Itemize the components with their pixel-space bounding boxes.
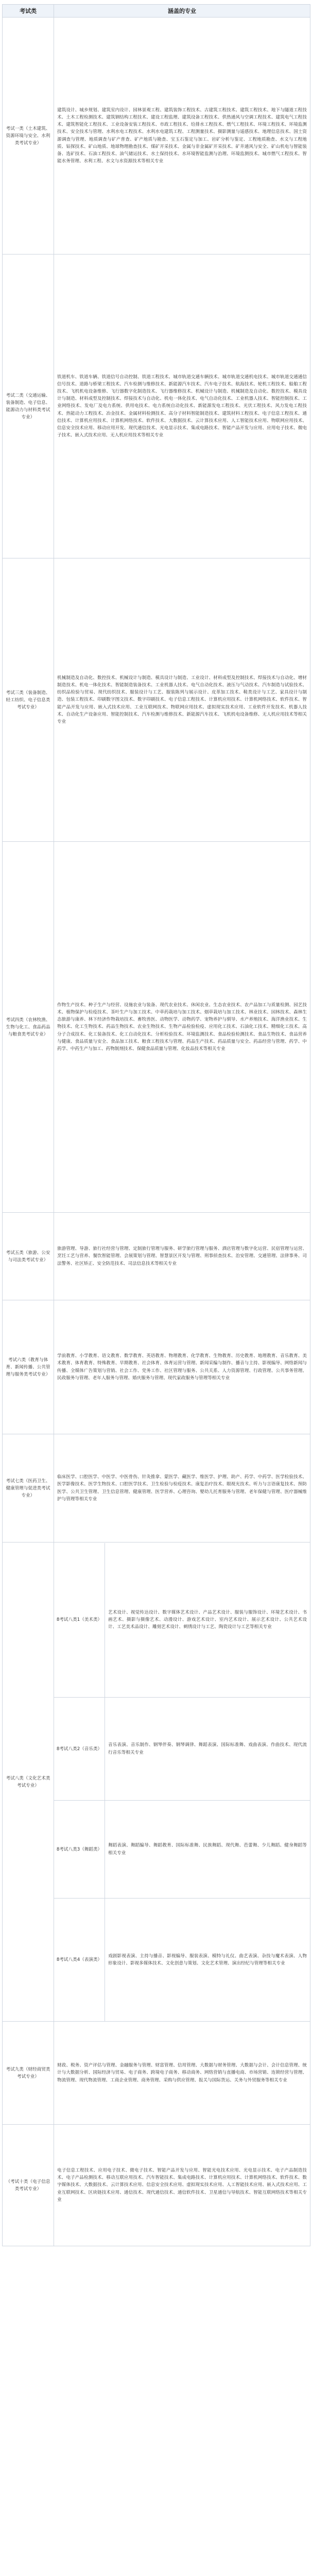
header-majors: 涵盖的专业 xyxy=(54,5,310,18)
sub-category-majors: 戏剧影视表演、主持与播音、影视编导、服装表演、模特与礼仪、曲艺表演、杂技与魔术表演、人物形象设计、影视多媒体技术、文化创意与策划、文化艺术管理、演出经纪与管理等相关专业 xyxy=(108,1953,307,1966)
table-row xyxy=(3,842,310,1213)
sub-category-name: 8考试八类1（美术类） xyxy=(54,1543,105,1698)
category-cell: 考试八类（文化艺术类考试专业） xyxy=(3,1543,54,2022)
majors-cell: 机械制造及自动化、数控技术、机械设计与制造、模具设计与制造、工业设计、材料成型及控制技术、焊接技术与自动化、增材制造技术、机电一体化技术、智能制造装备技术、工业机器人技术、电气自动化技术、液压与气动技术、汽车制造与试验技术、纺织品检验与贸易、现代纺织技术、服装设计与工艺、服装陈列与展示设计、皮革加工技术、鞋类设计与工艺、家具设计与制造、包装工程技术、印刷数字图文技术、数字印刷技术、电子信息工程技术、计算机应用技术、计算机网络技术、软件技术、智能产品开发与应用、嵌入式技术应用、工业互联网技术、物联网应用技术、虚拟现实技术应用、工业软件开发技术、机器人技术、自动化生产设备应用、智能控制技术、汽车检测与维修技术、新能源汽车技术、飞机机电设备维修、无人机应用技术等相关专业 xyxy=(54,558,310,842)
sub-category-name: 8考试八类2（音乐类） xyxy=(54,1698,105,1801)
table-row xyxy=(3,1543,310,2022)
majors-table-container xyxy=(2,4,310,2246)
sub-category-majors: 艺术设计、视觉传达设计、数字媒体艺术设计、产品艺术设计、服装与服饰设计、环境艺术设计、书画艺术、摄影与摄像艺术、动漫设计、游戏艺术设计、室内艺术设计、展示艺术设计、公共艺术设计、工艺美术品设计、雕刻艺术设计、刺绣设计与工艺、陶瓷设计与工艺等相关专业 xyxy=(105,1543,310,1698)
sub-category-majors: 音乐表演、音乐制作、钢琴伴奏、钢琴调律、舞蹈表演、国际标准舞、戏曲表演、作曲技术、现代流行音乐等相关专业 xyxy=(105,1698,310,1801)
majors-cell: 电子信息工程技术、应用电子技术、微电子技术、智能产品开发与应用、智能光电技术应用、光电显示技术、电子产品制造技术、电子产品检测技术、移动互联应用技术、汽车智能技术、集成电路技术、计算机应用技术、计算机网络技术、软件技术、数字媒体技术、大数据技术、云计算技术应用、信息安全技术应用、虚拟现实技术应用、人工智能技术应用、嵌入式技术应用、工业互联网技术、区块链技术应用、通信技术、现代通信技术、通信软件技术、卫星通信与导航技术、智能互联网络技术等相关专业 xyxy=(54,2125,310,2246)
majors-table xyxy=(2,4,310,2246)
table-row xyxy=(3,1300,310,1434)
category-cell: 考试二类（交通运输、装备制造、电子信息、能源动力与材料类考试专业） xyxy=(3,255,54,558)
table-row xyxy=(3,558,310,842)
sub-category-majors: 舞蹈表演、舞蹈编导、舞蹈教育、国际标准舞、民族舞蹈、现代舞、芭蕾舞、少儿舞蹈、健身舞蹈等相关专业 xyxy=(105,1801,310,1899)
sub-row xyxy=(54,1698,310,1801)
category-cell: 考试六类（教育与体育、新闻传播、公共管理与服务类考试专业） xyxy=(3,1300,54,1434)
sub-category-name: 8考试八类3（舞蹈类） xyxy=(54,1801,105,1899)
table-header-row xyxy=(3,5,310,18)
majors-cell: 财政、税务、资产评估与管理、金融服务与管理、财富管理、信用管理、大数据与财务管理、大数据与会计、会计信息管理、统计与大数据分析、国际经济与贸易、电子商务、跨境电子商务、移动商务、网络营销与直播电商、市场营销、连锁经营与管理、物流管理、现代物流管理、工商企业管理、商务管理、采购与供应管理、报关与国际货运、关务与外贸服务等相关专业 xyxy=(54,2022,310,2125)
table-row xyxy=(3,18,310,255)
table-row xyxy=(3,2125,310,2246)
category-cell: 考试一类（土木建筑、资源环境与安全、水利类考试专业） xyxy=(3,18,54,255)
sub-category-table xyxy=(54,1543,310,2021)
category-cell: 考试四类（农林牧渔、生物与化工、食品药品与粮食类考试专业） xyxy=(3,842,54,1213)
majors-cell xyxy=(54,1543,310,2022)
header-category: 考试类 xyxy=(3,5,54,18)
sub-row xyxy=(54,1801,310,1899)
table-row xyxy=(3,1434,310,1543)
sub-row xyxy=(54,1899,310,2021)
table-row xyxy=(3,1213,310,1300)
majors-cell: 铁道机车、铁道车辆、铁道信号自动控制、铁道工程技术、城市轨道交通车辆技术、城市轨道交通机电技术、城市轨道交通通信信号技术、道路与桥梁工程技术、汽车检测与维修技术、新能源汽车技术、汽车电子技术、航海技术、轮机工程技术、船舶工程技术、飞机机电设备维修、飞行器数字化制造技术、飞行器维修技术、机械设计与制造、机械制造及自动化、数控技术、模具设计与制造、材料成型及控制技术、焊接技术与自动化、机电一体化技术、电气自动化技术、工业机器人技术、智能控制技术、工业网络技术、发电厂及电力系统、供用电技术、电力系统自动化技术、新能源发电工程技术、光伏工程技术、风力发电工程技术、热能动力工程技术、冶金技术、金属材料检测技术、高分子材料智能制造技术、建筑材料工程技术、电子信息工程技术、通信技术、计算机应用技术、计算机网络技术、软件技术、大数据技术、云计算技术应用、人工智能技术应用、物联网应用技术、信息安全技术应用、移动应用开发、现代通信技术、光电显示技术、集成电路技术、智能产品开发与应用、应用电子技术、微电子技术、嵌入式技术应用、无人机应用技术等相关专业 xyxy=(54,255,310,558)
majors-cell: 旅游管理、导游、旅行社经营与管理、定制旅行管理与服务、研学旅行管理与服务、酒店管理与数字化运营、民宿管理与运营、烹饪工艺与营养、餐饮智能管理、会展策划与管理、智慧景区开发与管理、刑事侦查技术、治安管理、交通管理、法律事务、司法警务、社区矫正、安全防范技术、司法信息技术等相关专业 xyxy=(54,1213,310,1300)
majors-cell: 学前教育、小学教育、语文教育、数学教育、英语教育、物理教育、化学教育、生物教育、历史教育、地理教育、音乐教育、美术教育、体育教育、特殊教育、早期教育、社会体育、体育运营与管理、新闻采编与制作、播音与主持、影视编导、网络新闻与传播、全媒体广告策划与营销、社会工作、党务工作、社区管理与服务、公共关系、人力资源管理、行政管理、公共事务管理、民政服务与管理、老年人服务与管理、婚庆服务与管理、现代家政服务与管理等相关专业 xyxy=(54,1300,310,1434)
majors-cell: 建筑设计、城乡规划、建筑室内设计、园林景观工程、建筑装饰工程技术、古建筑工程技术、建筑工程技术、地下与隧道工程技术、土木工程检测技术、建筑钢结构工程技术、建设工程监理、建筑设备工程技术、供热通风与空调工程技术、建筑电气工程技术、建筑智能化工程技术、工业设备安装工程技术、市政工程技术、给排水工程技术、燃气工程技术、环境工程技术、环境监测技术、安全技术与管理、水利水电工程技术、水利水电建筑工程、工程测量技术、摄影测量与遥感技术、地理信息技术、国土资源调查与管理、地质调查与矿产普查、矿产地质与勘查、宝玉石鉴定与加工、岩矿分析与鉴定、工程地质勘查、水文与工程地质、钻探技术、矿山地质、地球物理勘查技术、煤矿开采技术、金属与非金属矿开采技术、矿井通风与安全、矿山机电与智能装备、选矿技术、石油工程技术、油气储运技术、水土保持技术、水环境智能监测与治理、环境监测技术、城市燃气工程技术、智能水务管理、水利工程、水文与水资源技术等相关专业 xyxy=(54,18,310,255)
category-cell: 考试七类（医药卫生、健康管理与促进类考试专业） xyxy=(3,1434,54,1543)
table-row xyxy=(3,255,310,558)
category-cell: （考试十类（电子信息类考试专业） xyxy=(3,2125,54,2246)
sub-row xyxy=(54,1543,310,1698)
majors-cell: 临床医学、口腔医学、中医学、中医骨伤、针灸推拿、蒙医学、藏医学、维医学、护理、助产、药学、中药学、医学检验技术、医学影像技术、医学生物技术、口腔医学技术、卫生检验与检疫技术、康复治疗技术、眼视光技术、听力与言语康复技术、预防医学、公共卫生管理、卫生信息管理、健康管理、医学营养、心理咨询、婴幼儿托育服务与管理、老年保健与管理、医疗器械维护与管理等相关专业 xyxy=(54,1434,310,1543)
category-cell: 考试三类（装备制造、轻工纺织、电子信息类考试专业） xyxy=(3,558,54,842)
table-row xyxy=(3,2022,310,2125)
sub-category-name: 8考试八类4（表演类） xyxy=(54,1899,105,2021)
category-cell: 考试九类（财经商贸类考试专业） xyxy=(3,2022,54,2125)
majors-cell: 作物生产技术、种子生产与经营、设施农业与装备、现代农业技术、休闲农业、生态农业技术、农产品加工与质量检测、园艺技术、植物保护与检疫技术、茶叶生产与加工技术、中草药栽培与加工技术、烟草栽培与加工技术、林业技术、园林技术、森林生态旅游与康养、林下经济作物栽培技术、畜牧兽医、动物医学、动物药学、宠物养护与驯导、水产养殖技术、海洋渔业技术、生物技术、化工生物技术、药品生物技术、农业生物技术、生物产品检验检疫、应用化工技术、石油化工技术、精细化工技术、高分子合成技术、化工装备技术、化工自动化技术、分析检验技术、环境监测技术、食品检验检测技术、食品生物技术、食品营养与健康、食品质量与安全、食品加工技术、粮食工程技术与管理、药品生产技术、药品质量与安全、药品经营与管理、药学、中药学、中药生产与加工、药物制剂技术、保健食品质量与管理、化妆品技术等相关专业 xyxy=(54,842,310,1213)
category-cell: 考试五类（旅游、公安与司法类考试专业） xyxy=(3,1213,54,1300)
